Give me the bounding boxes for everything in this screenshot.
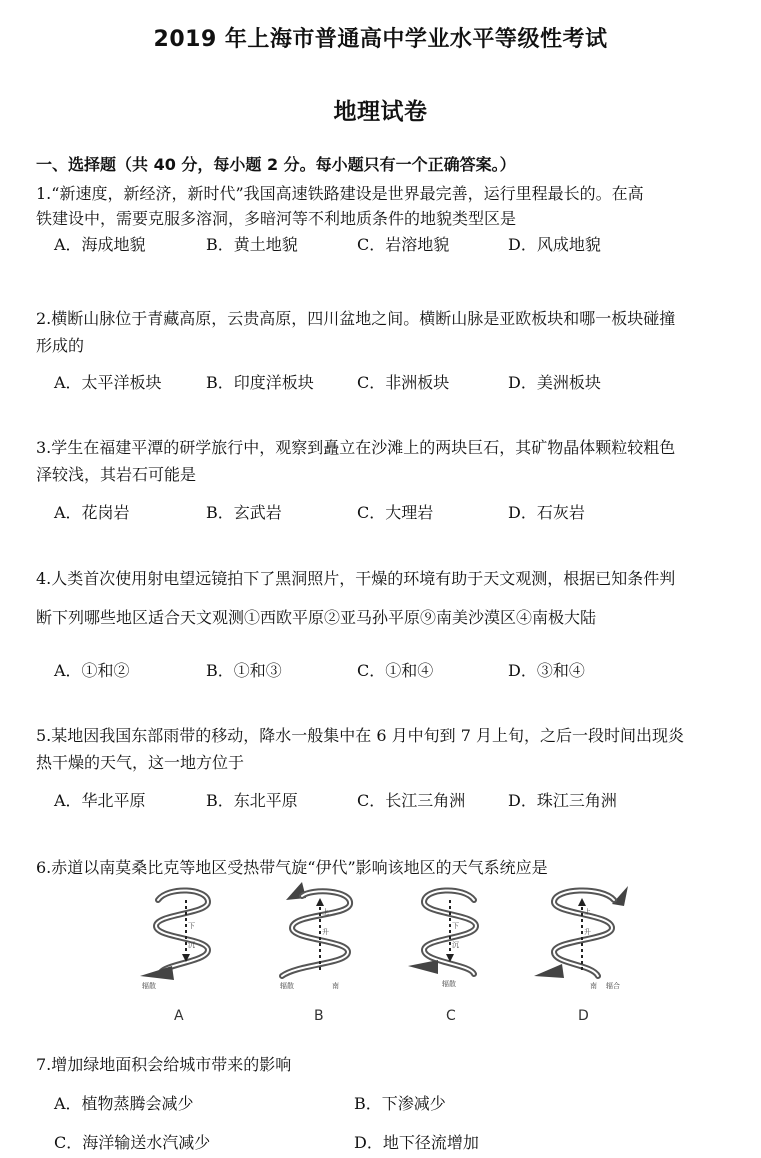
cyclone-d-mid-text: 升 [584, 928, 591, 936]
q4-option-d: D．③和④ [508, 661, 585, 680]
q4-option-b: B．①和③ [206, 661, 282, 680]
q3-option-d: D．石灰岩 [508, 503, 585, 522]
q2-option-c: C．非洲板块 [357, 373, 450, 392]
q2-option-b: B．印度洋板块 [206, 373, 314, 392]
cyclone-b-top-text: 上 [322, 908, 329, 916]
q7-option-d: D．地下径流增加 [354, 1133, 479, 1152]
figure-label-b: B [314, 1008, 324, 1024]
q3-stem-line2: 泽较浅，其岩石可能是 [36, 465, 197, 484]
q2-stem-line2: 形成的 [36, 336, 85, 355]
cyclone-c-low-text: 沉 [452, 941, 459, 949]
q3-option-b: B．玄武岩 [206, 503, 282, 522]
q3-option-c: C．大理岩 [357, 503, 434, 522]
cyclone-diagram-c [404, 880, 496, 992]
q1-option-a: A．海成地貌 [54, 235, 146, 254]
q2-option-a: A．太平洋板块 [54, 373, 162, 392]
q4-stem-line1: 4.人类首次使用射电望远镜拍下了黑洞照片，干燥的环境有助于天文观测，根据已知条件判 [36, 569, 676, 588]
q1-stem-line1: 1.“新速度，新经济，新时代”我国高速铁路建设是世界最完善，运行里程最长的。在高 [36, 184, 644, 203]
q1-option-c: C．岩溶地貌 [357, 235, 450, 254]
q2-option-d: D．美洲板块 [508, 373, 601, 392]
cyclone-diagram-a [138, 880, 228, 992]
figure-label-d: D [578, 1008, 589, 1024]
figure-label-c: C [446, 1008, 456, 1024]
q3-stem-line1: 3.学生在福建平潭的研学旅行中，观察到矗立在沙滩上的两块巨石，其矿物晶体颗粒较粗色 [36, 438, 676, 457]
q4-option-a: A．①和② [54, 661, 130, 680]
q7-stem: 7.增加绿地面积会给城市带来的影响 [36, 1055, 292, 1074]
cyclone-b-mid-text: 升 [322, 928, 329, 936]
q1-option-d: D．风成地貌 [508, 235, 601, 254]
q5-option-a: A．华北平原 [54, 791, 146, 810]
q1-option-b: B．黄土地貌 [206, 235, 298, 254]
q4-option-c: C．①和④ [357, 661, 434, 680]
q7-option-a: A．植物蒸腾会减少 [54, 1094, 194, 1113]
q5-option-c: C．长江三角洲 [357, 791, 466, 810]
cyclone-a-mid-text: 下 [188, 922, 195, 930]
cyclone-a-low-text: 沉 [188, 941, 195, 949]
cyclone-b-left-text: 辐散 [280, 982, 294, 990]
cyclone-d-top-text: 上 [584, 908, 591, 916]
q3-option-a: A．花岗岩 [54, 503, 130, 522]
q5-option-d: D．珠江三角洲 [508, 791, 617, 810]
cyclone-d-bottom-left-text: 南 [590, 982, 597, 990]
exam-subtitle: 地理试卷 [333, 99, 428, 125]
exam-title: 2019 年上海市普通高中学业水平等级性考试 [153, 27, 608, 52]
q4-stem-line2: 断下列哪些地区适合天文观测①西欧平原②亚马孙平原⑨南美沙漠区④南极大陆 [36, 608, 597, 627]
q7-option-b: B．下渗减少 [354, 1094, 446, 1113]
cyclone-diagram-d [532, 880, 632, 992]
q6-stem: 6.赤道以南莫桑比克等地区受热带气旋“伊代”影响该地区的天气系统应是 [36, 858, 548, 877]
q5-stem-line2: 热干燥的天气，这一地方位于 [36, 753, 245, 772]
q1-stem-line2: 铁建设中，需要克服多溶洞，多暗河等不利地质条件的地貌类型区是 [36, 209, 517, 228]
q5-option-b: B．东北平原 [206, 791, 298, 810]
figure-label-a: A [174, 1008, 184, 1024]
q5-stem-line1: 5.某地因我国东部雨带的移动，降水一般集中在 6 月中旬到 7 月上旬，之后一段时间出现炎 [36, 726, 684, 745]
cyclone-c-mid-text: 下 [452, 922, 459, 930]
section-heading: 一、选择题（共 40 分，每小题 2 分。每小题只有一个正确答案。） [36, 155, 516, 174]
cyclone-diagram-b [272, 880, 364, 992]
cyclone-d-bottom-right-text: 辐合 [606, 982, 620, 990]
cyclone-a-bottom-text: 辐散 [142, 982, 156, 990]
q7-option-c: C．海洋输送水汽减少 [54, 1133, 211, 1152]
cyclone-c-bottom-text: 辐散 [442, 980, 456, 988]
q2-stem-line1: 2.横断山脉位于青藏高原，云贵高原，四川盆地之间。横断山脉是亚欧板块和哪一板块碰撞 [36, 309, 676, 328]
cyclone-b-right-text: 南 [332, 982, 339, 990]
